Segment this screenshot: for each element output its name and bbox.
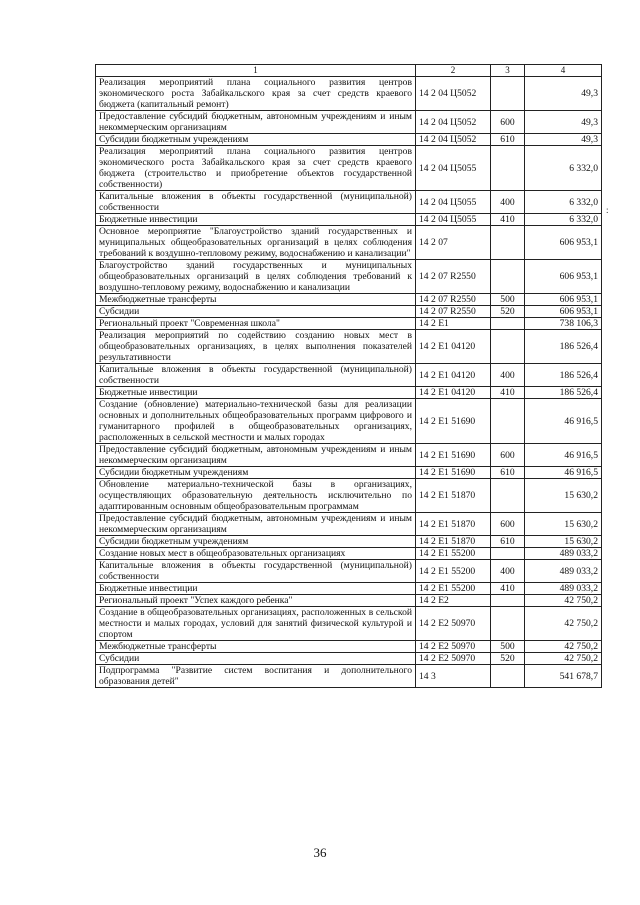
row-description: Субсидии бюджетным учреждениям [96,536,416,548]
table-row [96,665,602,688]
row-description: Создание в общеобразовательных организациях, расположенных в сельской местности и малых городах, условий для занятий физической культурой и спортом [96,607,416,641]
row-amount: 46 916,5 [525,399,602,444]
row-description: Бюджетные инвестиции [96,387,416,399]
row-expense-type: 500 [491,294,525,306]
header-col-2: 2 [416,65,491,77]
row-description: Капитальные вложения в объекты государственной (муниципальной) собственности [96,364,416,387]
row-target-code: 14 2 E1 51870 [416,513,491,536]
row-expense-type [491,399,525,444]
row-amount: 489 033,2 [525,583,602,595]
row-amount: 46 916,5 [525,467,602,479]
row-description: Капитальные вложения в объекты государственной (муниципальной) собственности [96,560,416,583]
budget-table [95,64,602,688]
row-amount: 186 526,4 [525,387,602,399]
row-target-code: 14 2 E1 04120 [416,364,491,387]
header-col-3: 3 [491,65,525,77]
row-target-code: 14 2 07 [416,226,491,260]
row-expense-type: 410 [491,387,525,399]
row-expense-type [491,260,525,294]
table-row [96,387,602,399]
row-target-code: 14 2 E2 50970 [416,641,491,653]
table-row [96,306,602,318]
row-target-code: 14 2 04 Ц5052 [416,134,491,146]
row-description: Предоставление субсидий бюджетным, автономным учреждениям и иным некоммерческим организациям [96,444,416,467]
row-amount: 186 526,4 [525,330,602,364]
table-row [96,641,602,653]
table-row [96,583,602,595]
row-description: Бюджетные инвестиции [96,583,416,595]
row-description: Региональный проект "Современная школа" [96,318,416,330]
table-row [96,214,602,226]
row-amount: 6 332,0 [525,214,602,226]
row-target-code: 14 2 E1 [416,318,491,330]
row-expense-type [491,77,525,111]
row-target-code: 14 2 E2 50970 [416,607,491,641]
row-target-code: 14 2 04 Ц5055 [416,146,491,191]
table-row [96,111,602,134]
row-amount: 6 332,0 [525,146,602,191]
margin-mark: : [606,205,609,215]
row-expense-type: 610 [491,467,525,479]
row-expense-type: 410 [491,214,525,226]
row-expense-type [491,330,525,364]
row-target-code: 14 2 E1 51690 [416,467,491,479]
row-amount: 46 916,5 [525,444,602,467]
row-expense-type: 610 [491,134,525,146]
table-row [96,536,602,548]
row-target-code: 14 2 E2 [416,595,491,607]
row-amount: 606 953,1 [525,226,602,260]
row-amount: 489 033,2 [525,560,602,583]
row-expense-type: 610 [491,536,525,548]
row-expense-type [491,479,525,513]
page-number: 36 [313,845,327,860]
budget-table-body [96,65,602,688]
table-row [96,607,602,641]
row-description: Реализация мероприятий по содействию созданию новых мест в общеобразовательных организациях, в целях выполнения показателей результативности [96,330,416,364]
row-amount: 541 678,7 [525,665,602,688]
row-expense-type [491,548,525,560]
header-col-1: 1 [96,65,416,77]
row-amount: 49,3 [525,77,602,111]
row-amount: 15 630,2 [525,479,602,513]
row-target-code: 14 2 E1 55200 [416,560,491,583]
row-description: Субсидии бюджетным учреждениям [96,134,416,146]
table-row [96,548,602,560]
row-target-code: 14 2 E1 04120 [416,330,491,364]
row-expense-type [491,607,525,641]
row-expense-type [491,226,525,260]
row-expense-type: 600 [491,513,525,536]
header-col-4: 4 [525,65,602,77]
row-amount: 49,3 [525,134,602,146]
row-description: Благоустройство зданий государственных и муниципальных общеобразовательных организаций в целях соблюдения требований к воздушно-тепловому режиму, водоснабжению и канализации [96,260,416,294]
row-expense-type: 400 [491,191,525,214]
row-description: Предоставление субсидий бюджетным, автономным учреждениям и иным некоммерческим организациям [96,111,416,134]
table-row [96,226,602,260]
row-expense-type: 600 [491,444,525,467]
table-row [96,560,602,583]
row-target-code: 14 2 07 R2550 [416,306,491,318]
table-row [96,330,602,364]
table-row [96,444,602,467]
row-target-code: 14 2 07 R2550 [416,294,491,306]
row-description: Субсидии [96,653,416,665]
row-amount: 606 953,1 [525,294,602,306]
table-row [96,513,602,536]
row-target-code: 14 2 04 Ц5052 [416,77,491,111]
row-amount: 6 332,0 [525,191,602,214]
row-expense-type [491,595,525,607]
row-target-code: 14 2 E1 51870 [416,536,491,548]
row-amount: 15 630,2 [525,536,602,548]
row-amount: 15 630,2 [525,513,602,536]
row-amount: 606 953,1 [525,260,602,294]
row-description: Создание новых мест в общеобразовательных организациях [96,548,416,560]
row-expense-type [491,318,525,330]
row-expense-type [491,665,525,688]
row-description: Субсидии бюджетным учреждениям [96,467,416,479]
table-row [96,653,602,665]
table-header-row [96,65,602,77]
row-description: Реализация мероприятий плана социального развития центров экономического роста Забайкальского края за счет средств краевого бюджета (строительство и приобретение объектов государственной собственности) [96,146,416,191]
row-description: Обновление материально-технической базы в организациях, осуществляющих образовательную деятельность исключительно по адаптированным основным общеобразовательным программам [96,479,416,513]
row-description: Предоставление субсидий бюджетным, автономным учреждениям и иным некоммерческим организациям [96,513,416,536]
row-description: Основное мероприятие "Благоустройство зданий государственных и муниципальных общеобразовательных организаций в целях соблюдения требований к воздушно-тепловому режиму, водоснабжению и канализации" [96,226,416,260]
row-expense-type: 520 [491,306,525,318]
row-description: Капитальные вложения в объекты государственной (муниципальной) собственности [96,191,416,214]
row-description: Субсидии [96,306,416,318]
table-row [96,260,602,294]
table-row [96,595,602,607]
row-expense-type: 400 [491,364,525,387]
row-expense-type: 520 [491,653,525,665]
row-description: Подпрограмма "Развитие систем воспитания и дополнительного образования детей" [96,665,416,688]
row-description: Межбюджетные трансферты [96,641,416,653]
row-amount: 49,3 [525,111,602,134]
row-amount: 186 526,4 [525,364,602,387]
row-description: Создание (обновление) материально-технической базы для реализации основных и дополнительных общеобразовательных программ цифрового и гуманитарного профилей в общеобразовательных организациях, расположенных в сельской местности и малых городах [96,399,416,444]
row-description: Региональный проект "Успех каждого ребенка" [96,595,416,607]
row-target-code: 14 2 E1 04120 [416,387,491,399]
table-row [96,146,602,191]
row-target-code: 14 2 E1 51690 [416,399,491,444]
table-row [96,364,602,387]
row-expense-type: 400 [491,560,525,583]
row-amount: 738 106,3 [525,318,602,330]
table-row [96,318,602,330]
row-target-code: 14 2 07 R2550 [416,260,491,294]
table-row [96,479,602,513]
table-row [96,399,602,444]
row-amount: 606 953,1 [525,306,602,318]
row-expense-type: 600 [491,111,525,134]
row-target-code: 14 2 04 Ц5055 [416,191,491,214]
row-amount: 42 750,2 [525,641,602,653]
row-target-code: 14 2 04 Ц5052 [416,111,491,134]
row-expense-type [491,146,525,191]
row-expense-type: 410 [491,583,525,595]
row-amount: 42 750,2 [525,607,602,641]
row-description: Бюджетные инвестиции [96,214,416,226]
row-amount: 42 750,2 [525,595,602,607]
row-amount: 489 033,2 [525,548,602,560]
row-target-code: 14 2 E1 51690 [416,444,491,467]
row-description: Межбюджетные трансферты [96,294,416,306]
row-target-code: 14 2 E1 55200 [416,583,491,595]
table-row [96,294,602,306]
table-row [96,77,602,111]
row-amount: 42 750,2 [525,653,602,665]
row-target-code: 14 2 E2 50970 [416,653,491,665]
table-row [96,134,602,146]
row-description: Реализация мероприятий плана социального развития центров экономического роста Забайкальского края за счет средств краевого бюджета (капитальный ремонт) [96,77,416,111]
table-row [96,467,602,479]
row-expense-type: 500 [491,641,525,653]
row-target-code: 14 3 [416,665,491,688]
row-target-code: 14 2 04 Ц5055 [416,214,491,226]
table-row [96,191,602,214]
row-target-code: 14 2 E1 51870 [416,479,491,513]
row-target-code: 14 2 E1 55200 [416,548,491,560]
